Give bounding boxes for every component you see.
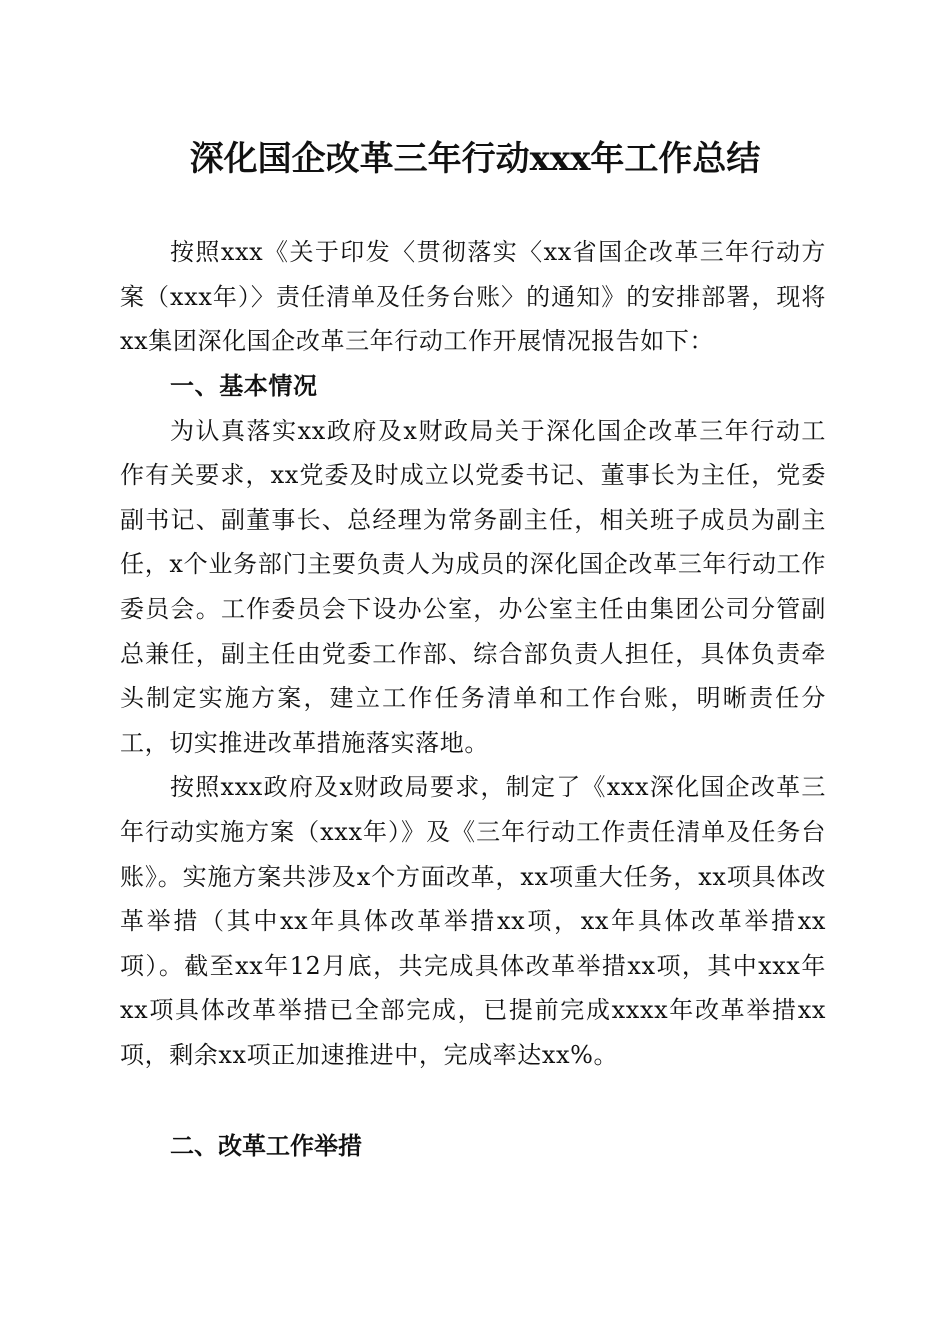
section-basic-situation bbox=[120, 364, 826, 1078]
section-heading-reform-measures: 二、改革工作举措 bbox=[170, 1132, 362, 1160]
section-heading-basic-situation: 一、基本情况 bbox=[170, 372, 318, 400]
section1-paragraph-1: 为认真落实xx政府及x财政局关于深化国企改革三年行动工作有关要求，xx党委及时成立以党委书记、董事长为主任，党委副书记、副董事长、总经理为常务副主任，相关班子成员为副主任，x个业务部门主要负责人为成员的深化国企改革三年行动工作委员会。工作委员会下设办公室，办公室主任由集团公司分管副总兼任，副主任由党委工作部、综合部负责人担任，具体负责牵头制定实施方案，建立工作任务清单和工作台账，明晰责任分工，切实推进改革措施落实落地。 bbox=[120, 416, 826, 757]
section1-paragraph-2: 按照xxx政府及x财政局要求，制定了《xxx深化国企改革三年行动实施方案（xxx年）》及《三年行动工作责任清单及任务台账》。实施方案共涉及x个方面改革，xx项重大任务，xx项具体改革举措（其中xx年具体改革举措xx项，xx年具体改革举措xx项）。截至xx年12月底，共完成具体改革举措xx项，其中xxx年xx项具体改革举措已全部完成，已提前完成xxxx年改革举措xx项，剩余xx项正加速推进中，完成率达xx%。 bbox=[120, 773, 826, 1069]
document-title: 深化国企改革三年行动xxx年工作总结 bbox=[189, 139, 761, 179]
intro-block bbox=[120, 230, 826, 364]
intro-paragraph: 按照xxx《关于印发〈贯彻落实〈xx省国企改革三年行动方案（xxx年）〉责任清单及任务台账〉的通知》的安排部署，现将xx集团深化国企改革三年行动工作开展情况报告如下： bbox=[120, 238, 826, 356]
